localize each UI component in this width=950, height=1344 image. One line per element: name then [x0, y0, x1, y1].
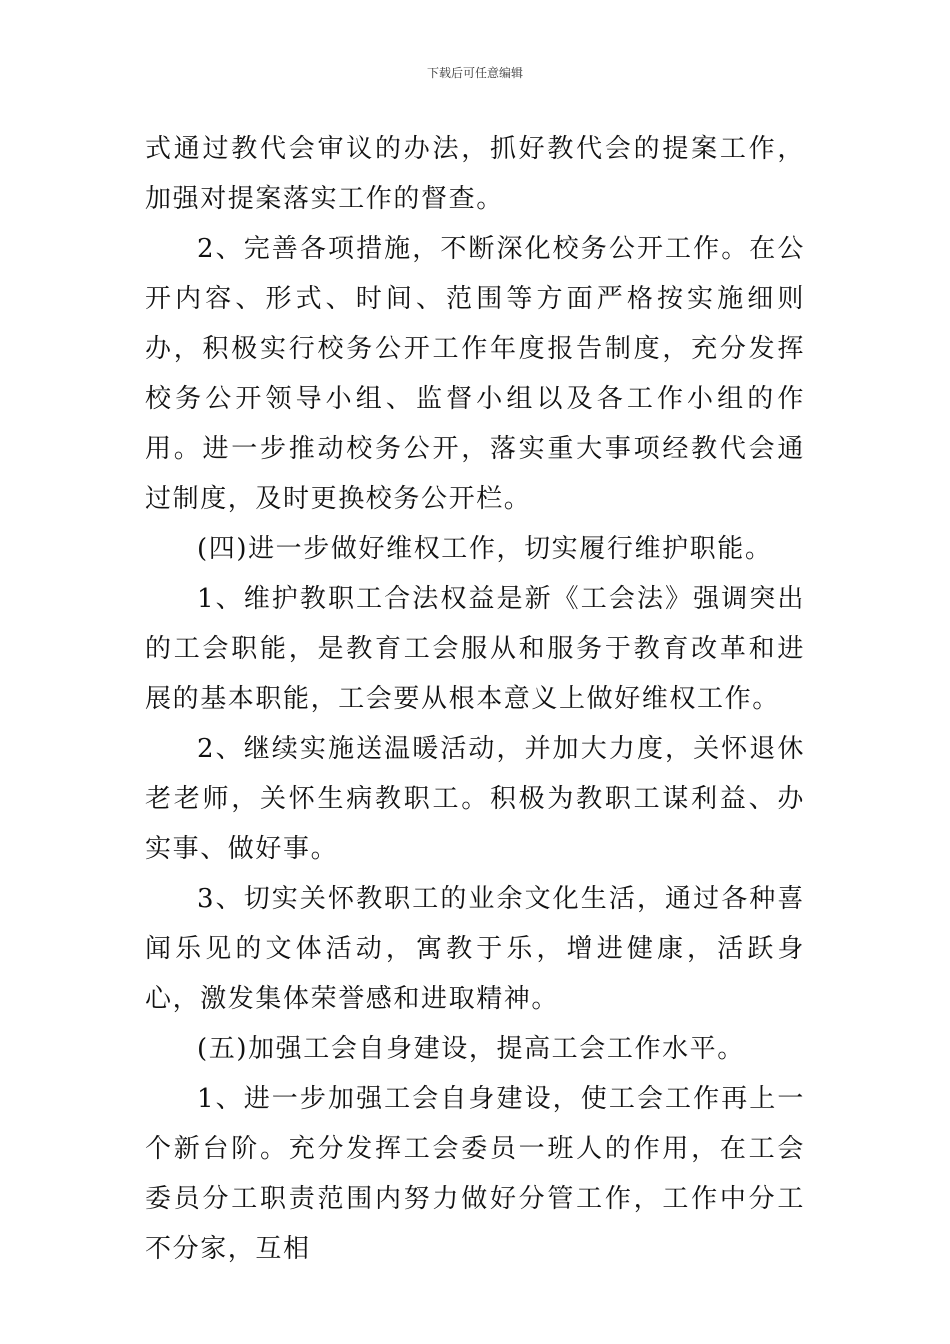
page-header: 下载后可任意编辑 — [426, 66, 523, 80]
section-heading: (五)加强工会自身建设，提高工会工作水平。 — [197, 1034, 745, 1064]
section-heading: (四)进一步做好维权工作，切实履行维护职能。 — [197, 534, 773, 564]
paragraph: 1、维护教职工合法权益是新《工会法》强调突出的工会职能，是教育工会服从和服务于教育改革和进展的基本职能，工会要从根本意义上做好维权工作。 — [145, 584, 805, 714]
paragraph: 1、进一步加强工会自身建设，使工会工作再上一个新台阶。充分发挥工会委员一班人的作用，在工会委员分工职责范围内努力做好分管工作，工作中分工不分家，互相 — [145, 1084, 805, 1264]
document-body — [145, 124, 805, 1274]
paragraph: 2、完善各项措施，不断深化校务公开工作。在公开内容、形式、时间、范围等方面严格按实施细则办，积极实行校务公开工作年度报告制度，充分发挥校务公开领导小组、监督小组以及各工作小组的作用。进一步推动校务公开，落实重大事项经教代会通过制度，及时更换校务公开栏。 — [145, 234, 805, 514]
paragraph: 式通过教代会审议的办法，抓好教代会的提案工作，加强对提案落实工作的督查。 — [145, 134, 805, 214]
paragraph: 2、继续实施送温暖活动，并加大力度，关怀退休老老师，关怀生病教职工。积极为教职工谋利益、办实事、做好事。 — [145, 734, 805, 864]
paragraph: 3、切实关怀教职工的业余文化生活，通过各种喜闻乐见的文体活动，寓教于乐，增进健康，活跃身心，激发集体荣誉感和进取精神。 — [145, 884, 805, 1014]
